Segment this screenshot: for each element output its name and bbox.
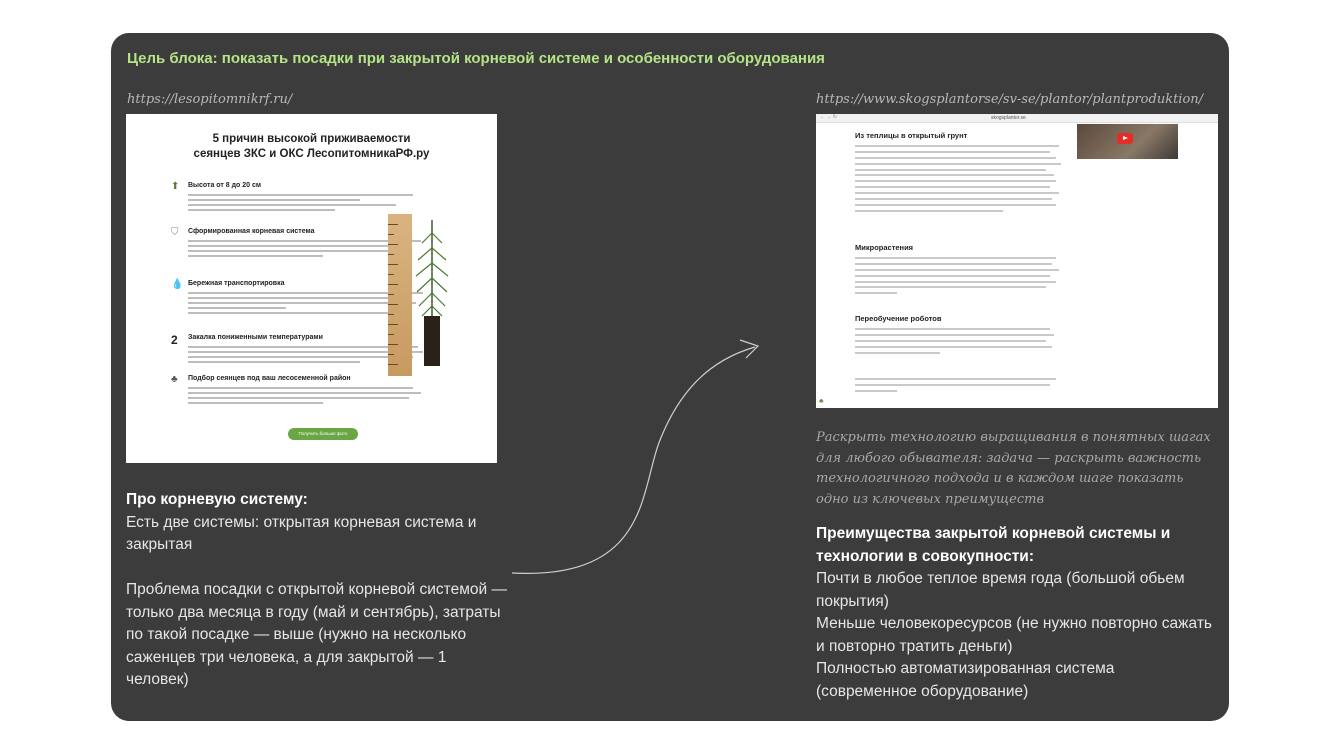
nav-arrows-icon[interactable]: ← → ↻ <box>820 114 837 120</box>
arrow-up-icon: ⬆ <box>171 181 180 192</box>
root-system-heading: Про корневую систему: <box>126 491 308 508</box>
skogsplantor-screenshot <box>816 114 1218 408</box>
root-system-paragraph: Есть две системы: открытая корневая система и закрытая <box>126 513 477 553</box>
reason-item: ⬆ Высота от 8 до 20 см <box>188 182 433 214</box>
advantages-text <box>816 523 1216 703</box>
screenshot-title: 5 причин высокой приживаемости сеянцев ЗКС и ОКС ЛесопитомникаРФ.ру <box>193 133 430 160</box>
trees-icon: ♣ <box>171 374 178 385</box>
seedling-image <box>412 218 452 368</box>
site-logo-icon: ♣ <box>819 398 824 405</box>
advantage-item: Меньше человекоресурсов (не нужно повторно сажать и повторно тратить деньги) <box>816 615 1212 655</box>
section-heading: Из теплицы в открытый грунт <box>855 131 968 140</box>
advantage-item: Полностью автоматизированная система (современное оборудование) <box>816 660 1115 700</box>
reason-item: ⛉ Сформированная корневая система <box>188 228 433 260</box>
video-thumbnail[interactable] <box>1077 124 1178 159</box>
shield-icon: ⛉ <box>171 227 179 238</box>
lesopitomnik-screenshot <box>126 114 497 463</box>
section-text <box>855 257 1067 298</box>
browser-toolbar <box>816 114 1218 123</box>
advantage-item: Почти в любое теплое время года (большой обьем покрытия) <box>816 570 1185 610</box>
right-source-url[interactable]: https://www.skogsplantorse/sv-se/plantor/plantproduktion/ <box>816 92 1204 107</box>
address-bar[interactable]: skogsplantor.se <box>991 115 1026 121</box>
reason-item: 2 Закалка пониженными температурами <box>188 334 433 366</box>
more-photos-button[interactable]: Получить больше фото <box>288 428 358 440</box>
advantages-heading: Преимущества закрытой корневой системы и технологии в совокупности: <box>816 525 1171 565</box>
section-heading: Микрорастения <box>855 243 914 252</box>
technology-note: Раскрыть технологию выращивания в понятных шагах для любого обывателя: задача — раскрыть важность технологичного подхода и в каждом шаге показать одно из ключевых преимуществ <box>816 430 1211 507</box>
ruler-image <box>388 214 412 376</box>
play-icon[interactable] <box>1117 133 1133 144</box>
root-system-text <box>126 489 511 692</box>
section-text <box>855 145 1067 216</box>
block-goal-title: Цель блока: показать посадки при закрытой корневой системе и особенности оборудования <box>127 50 825 67</box>
section-text <box>855 328 1067 357</box>
open-root-problem-paragraph: Проблема посадки с открытой корневой системой — только два месяца в году (май и сентябрь), затраты по такой посадке — выше (нужно на несколько саженцев три человека, а для закрытой — 1 человек) <box>126 581 507 688</box>
section-text <box>855 378 1067 396</box>
connector-arrow <box>500 330 770 590</box>
reason-item: 💧 Бережная транспортировка <box>188 280 433 317</box>
reason-item: ♣ Подбор сеянцев под ваш лесосеменной район <box>188 375 433 407</box>
number-2-icon: 2 <box>171 333 178 347</box>
drop-icon: 💧 <box>171 279 184 290</box>
left-source-url[interactable]: https://lesopitomnikrf.ru/ <box>127 92 293 107</box>
section-heading: Переобучение роботов <box>855 314 942 323</box>
